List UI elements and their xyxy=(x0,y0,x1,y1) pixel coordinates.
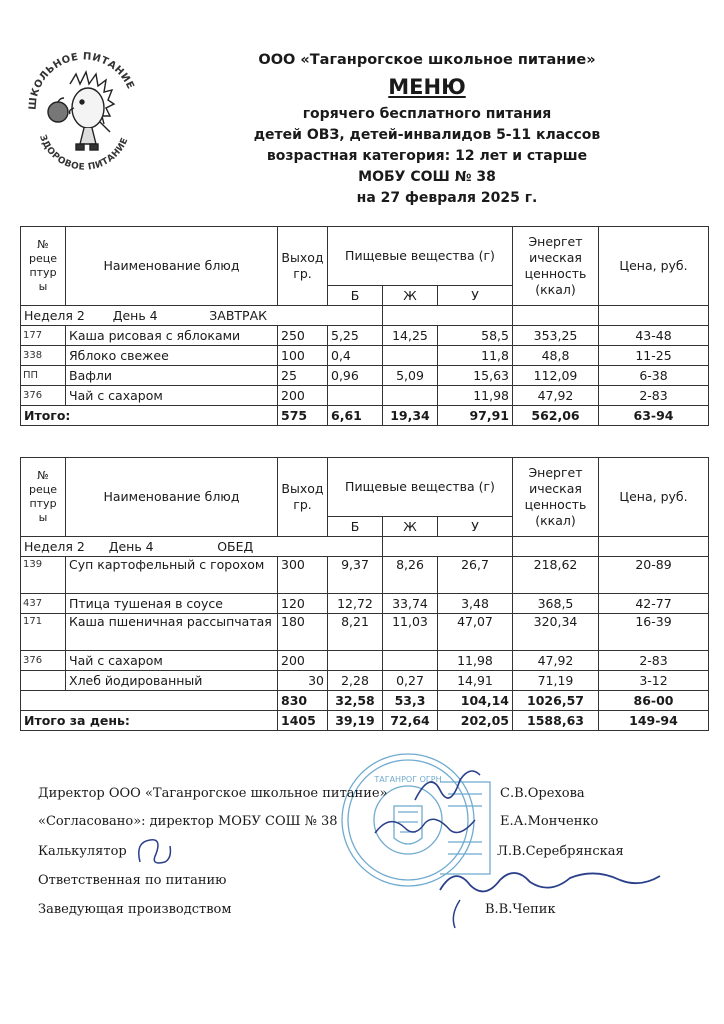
dish-name: Чай с сахаром xyxy=(66,651,278,671)
dish-b: 9,37 xyxy=(328,557,383,594)
day-total-row xyxy=(21,711,709,731)
recipe-code: 338 xyxy=(21,346,66,366)
breakfast-table xyxy=(20,226,709,426)
dish-zh xyxy=(383,386,438,406)
calculator-name: Л.В.Серебрянская xyxy=(497,844,624,859)
agreed-signature xyxy=(370,808,480,848)
section-label xyxy=(21,306,383,326)
col-recipe-no: № реце птур ы xyxy=(21,458,66,537)
calculator-signature xyxy=(130,832,180,872)
dish-zh: 5,09 xyxy=(383,366,438,386)
subtotal-b: 32,58 xyxy=(328,691,383,711)
dish-energy: 320,34 xyxy=(513,614,599,651)
subtotal-output: 830 xyxy=(278,691,328,711)
school-name: МОБУ СОШ № 38 xyxy=(358,169,496,185)
dish-energy: 48,8 xyxy=(513,346,599,366)
day-label: День 4 xyxy=(108,538,154,554)
subtitle-line-2: детей ОВЗ, детей-инвалидов 5-11 классов xyxy=(253,127,601,143)
table-row xyxy=(21,366,709,386)
section-row xyxy=(21,537,709,557)
table-row xyxy=(21,671,709,691)
dish-zh: 11,03 xyxy=(383,614,438,651)
day-total-output: 1405 xyxy=(278,711,328,731)
dish-b xyxy=(328,651,383,671)
dish-u: 11,98 xyxy=(438,651,513,671)
dish-energy: 353,25 xyxy=(513,326,599,346)
stamp-text: ТАГАНРОГ ОГРН xyxy=(374,775,442,784)
col-price: Цена, руб. xyxy=(599,458,709,537)
section-label xyxy=(21,537,383,557)
company-name: ООО «Таганрогское школьное питание» xyxy=(258,52,596,68)
page-title: МЕНЮ xyxy=(388,75,466,99)
col-output: Выход гр. xyxy=(278,458,328,537)
day-total-b: 39,19 xyxy=(328,711,383,731)
week-label: Неделя 2 xyxy=(24,538,85,554)
day-total-zh: 72,64 xyxy=(383,711,438,731)
col-nutrients: Пищевые вещества (г) xyxy=(328,227,513,286)
dish-energy: 71,19 xyxy=(513,671,599,691)
dish-output: 100 xyxy=(278,346,328,366)
dish-u: 47,07 xyxy=(438,614,513,651)
subtotal-label xyxy=(21,691,278,711)
col-b: Б xyxy=(328,286,383,306)
dish-price: 2-83 xyxy=(599,651,709,671)
dish-name: Птица тушеная в соусе xyxy=(66,594,278,614)
production-head-role: Заведующая производством xyxy=(38,902,232,917)
col-u: У xyxy=(438,517,513,537)
calculator-role: Калькулятор xyxy=(38,844,127,859)
meal-label: ЗАВТРАК xyxy=(209,307,268,323)
day-total-u: 202,05 xyxy=(438,711,513,731)
col-u: У xyxy=(438,286,513,306)
total-price: 63-94 xyxy=(599,406,709,426)
recipe-code: 139 xyxy=(21,557,66,594)
week-label: Неделя 2 xyxy=(24,307,85,323)
logo-text-bottom: ЗДОРОВОЕ ПИТАНИЕ xyxy=(37,133,131,170)
responsible-signature xyxy=(430,860,670,930)
col-energy: Энергет ическая ценность (ккал) xyxy=(513,458,599,537)
dish-name: Яблоко свежее xyxy=(66,346,278,366)
total-zh: 19,34 xyxy=(383,406,438,426)
dish-price: 43-48 xyxy=(599,326,709,346)
col-energy: Энергет ическая ценность (ккал) xyxy=(513,227,599,306)
dish-zh: 33,74 xyxy=(383,594,438,614)
col-zh: Ж xyxy=(383,517,438,537)
dish-price: 42-77 xyxy=(599,594,709,614)
dish-name: Каша рисовая с яблоками xyxy=(66,326,278,346)
table-header-row xyxy=(21,227,709,286)
total-label: Итого: xyxy=(21,406,278,426)
col-dish-name: Наименование блюд xyxy=(66,458,278,537)
dish-price: 3-12 xyxy=(599,671,709,691)
day-total-price: 149-94 xyxy=(599,711,709,731)
dish-zh: 14,25 xyxy=(383,326,438,346)
dish-output: 300 xyxy=(278,557,328,594)
dish-b xyxy=(328,386,383,406)
day-total-energy: 1588,63 xyxy=(513,711,599,731)
table-row xyxy=(21,326,709,346)
age-category: возрастная категория: 12 лет и старше xyxy=(266,148,588,164)
dish-price: 2-83 xyxy=(599,386,709,406)
dish-name: Вафли xyxy=(66,366,278,386)
hedgehog-mascot-icon xyxy=(22,44,144,170)
table-row xyxy=(21,386,709,406)
total-b: 6,61 xyxy=(328,406,383,426)
col-nutrients: Пищевые вещества (г) xyxy=(328,458,513,517)
meal-label: ОБЕД xyxy=(217,538,254,554)
recipe-code: 376 xyxy=(21,651,66,671)
logo-text-top: ШКОЛЬНОЕ ПИТАНИЕ xyxy=(27,51,136,111)
table-header-row xyxy=(21,458,709,517)
dish-u: 3,48 xyxy=(438,594,513,614)
logo xyxy=(22,44,144,170)
document-header xyxy=(150,50,704,209)
dish-output: 180 xyxy=(278,614,328,651)
dish-u: 26,7 xyxy=(438,557,513,594)
director-name: С.В.Орехова xyxy=(500,786,585,801)
dish-price: 16-39 xyxy=(599,614,709,651)
menu-date: на 27 февраля 2025 г. xyxy=(356,190,538,206)
director-signature xyxy=(410,760,490,810)
dish-price: 20-89 xyxy=(599,557,709,594)
dish-zh: 0,27 xyxy=(383,671,438,691)
production-head-name: В.В.Чепик xyxy=(485,902,556,917)
section-row xyxy=(21,306,709,326)
dish-energy: 112,09 xyxy=(513,366,599,386)
total-output: 575 xyxy=(278,406,328,426)
dish-zh: 8,26 xyxy=(383,557,438,594)
dish-b: 12,72 xyxy=(328,594,383,614)
day-label: День 4 xyxy=(112,307,158,323)
total-row xyxy=(21,406,709,426)
responsible-role: Ответственная по питанию xyxy=(38,873,227,888)
dish-b: 8,21 xyxy=(328,614,383,651)
dish-b: 5,25 xyxy=(328,326,383,346)
dish-b: 2,28 xyxy=(328,671,383,691)
table-row xyxy=(21,594,709,614)
recipe-code: 171 xyxy=(21,614,66,651)
director-role: Директор ООО «Таганрогское школьное питание» xyxy=(38,786,388,801)
dish-output: 250 xyxy=(278,326,328,346)
dish-price: 6-38 xyxy=(599,366,709,386)
agreed-name: Е.А.Монченко xyxy=(500,814,599,829)
col-b: Б xyxy=(328,517,383,537)
dish-b: 0,4 xyxy=(328,346,383,366)
recipe-code xyxy=(21,671,66,691)
dish-name: Хлеб йодированный xyxy=(66,671,278,691)
subtotal-zh: 53,3 xyxy=(383,691,438,711)
dish-name: Чай с сахаром xyxy=(66,386,278,406)
recipe-code: 376 xyxy=(21,386,66,406)
dish-u: 58,5 xyxy=(438,326,513,346)
col-zh: Ж xyxy=(383,286,438,306)
dish-output: 30 xyxy=(278,671,328,691)
dish-price: 11-25 xyxy=(599,346,709,366)
col-price: Цена, руб. xyxy=(599,227,709,306)
dish-output: 200 xyxy=(278,386,328,406)
col-dish-name: Наименование блюд xyxy=(66,227,278,306)
recipe-code: ПП xyxy=(21,366,66,386)
dish-name: Суп картофельный с горохом xyxy=(66,557,278,594)
dish-zh xyxy=(383,346,438,366)
day-total-label: Итого за день: xyxy=(21,711,278,731)
table-row xyxy=(21,557,709,594)
dish-energy: 368,5 xyxy=(513,594,599,614)
recipe-code: 437 xyxy=(21,594,66,614)
dish-output: 120 xyxy=(278,594,328,614)
table-row xyxy=(21,614,709,651)
dish-u: 11,98 xyxy=(438,386,513,406)
col-output: Выход гр. xyxy=(278,227,328,306)
total-u: 97,91 xyxy=(438,406,513,426)
recipe-code: 177 xyxy=(21,326,66,346)
subtotal-price: 86-00 xyxy=(599,691,709,711)
dish-output: 25 xyxy=(278,366,328,386)
lunch-table xyxy=(20,457,709,731)
subtotal-u: 104,14 xyxy=(438,691,513,711)
total-energy: 562,06 xyxy=(513,406,599,426)
dish-u: 11,8 xyxy=(438,346,513,366)
dish-output: 200 xyxy=(278,651,328,671)
subtotal-energy: 1026,57 xyxy=(513,691,599,711)
table-row xyxy=(21,651,709,671)
dish-energy: 218,62 xyxy=(513,557,599,594)
subtotal-row xyxy=(21,691,709,711)
dish-u: 15,63 xyxy=(438,366,513,386)
dish-name: Каша пшеничная рассыпчатая xyxy=(66,614,278,651)
dish-u: 14,91 xyxy=(438,671,513,691)
table-row xyxy=(21,346,709,366)
dish-zh xyxy=(383,651,438,671)
agreed-role: «Согласовано»: директор МОБУ СОШ № 38 xyxy=(38,814,338,829)
dish-energy: 47,92 xyxy=(513,651,599,671)
dish-b: 0,96 xyxy=(328,366,383,386)
subtitle-line-1: горячего бесплатного питания xyxy=(302,106,552,122)
col-recipe-no: № реце птур ы xyxy=(21,227,66,306)
dish-energy: 47,92 xyxy=(513,386,599,406)
